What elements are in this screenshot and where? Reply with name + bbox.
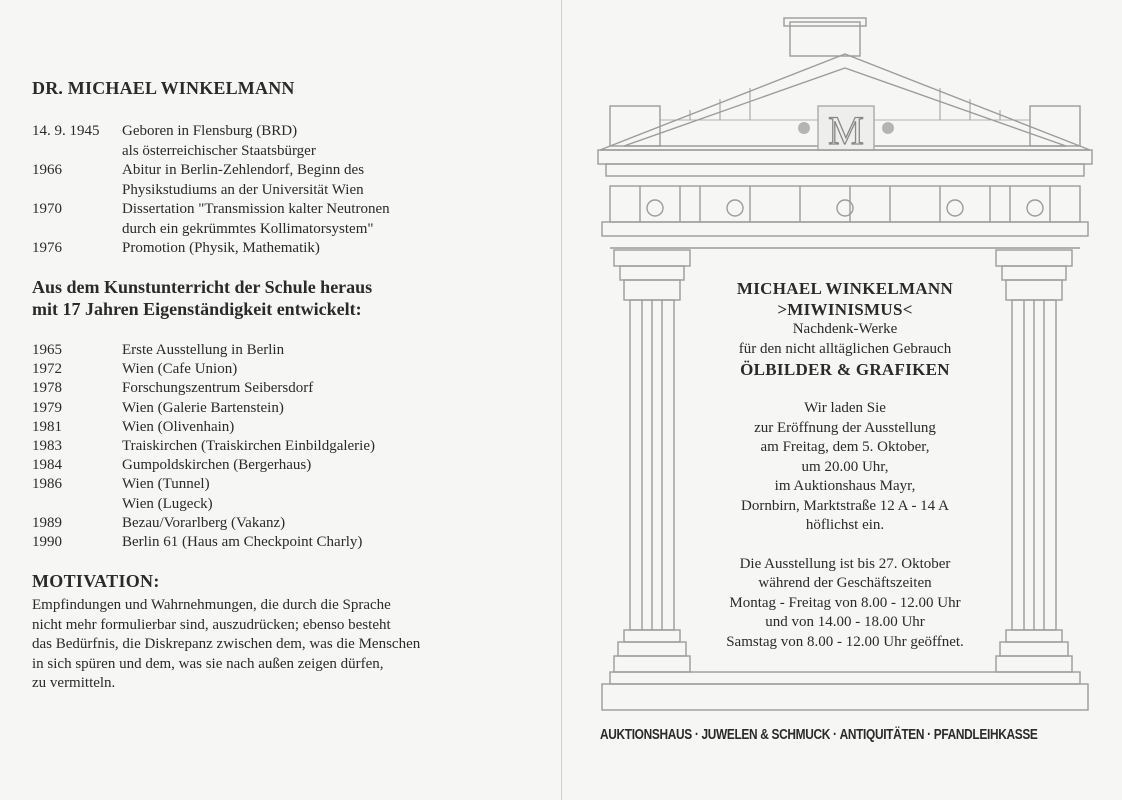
temple-attic <box>790 22 860 56</box>
column-left <box>614 250 690 672</box>
frieze-triglyphs <box>640 186 1050 222</box>
bio-row <box>32 239 390 259</box>
hours-line: Montag - Freitag von 8.00 - 12.00 Uhr <box>729 594 961 611</box>
exhibition-venue: Wien (Galerie Bartenstein) <box>122 399 284 416</box>
exhibition-venue: Forschungszentrum Seibersdorf <box>122 380 314 397</box>
exhibition-venue: Wien (Lugeck) <box>122 495 213 512</box>
exhibition-year: 1990 <box>32 534 62 551</box>
bio-text <box>122 122 390 161</box>
exhibition-year: 1984 <box>32 457 62 474</box>
exhibition-year <box>32 495 122 514</box>
hours-line: und von 14.00 - 18.00 Uhr <box>765 614 925 630</box>
motivation-line: nicht mehr formulierbar sind, auszudrücken; ebenso besteht <box>32 616 391 633</box>
exhibition-row <box>32 475 375 494</box>
invite-line: zur Eröffnung der Ausstellung <box>754 419 936 436</box>
bio-date: 1976 <box>32 240 62 256</box>
logo-dot-right <box>882 122 894 134</box>
exhibition-year: 1986 <box>32 476 62 493</box>
exhibition-venue: Wien (Tunnel) <box>122 476 210 493</box>
bio-line: Promotion (Physik, Mathematik) <box>122 240 320 256</box>
invite-movement: >MIWINISMUS< <box>777 300 913 319</box>
hours-line: Samstag von 8.00 - 12.00 Uhr geöffnet. <box>726 633 964 650</box>
invite-line: um 20.00 Uhr, <box>801 458 889 475</box>
bio-date: 1970 <box>32 201 62 217</box>
temple-architrave <box>602 222 1088 236</box>
exhibition-row <box>32 418 375 437</box>
bio-text <box>122 200 390 239</box>
exhibition-row <box>32 379 375 398</box>
exhibition-row <box>32 456 375 475</box>
motivation-line: das Bedürfnis, die Diskrepanz zwischen dem, was die Menschen <box>32 636 421 652</box>
bio-line: durch ein gekrümmtes Kollimatorsystem" <box>122 220 374 237</box>
exhibitions-list <box>32 341 375 552</box>
bio-line: als österreichischer Staatsbürger <box>122 142 316 159</box>
bio-line: Dissertation "Transmission kalter Neutronen <box>122 201 390 217</box>
invite-line: im Auktionshaus Mayr, <box>774 478 916 494</box>
footer-item: PFANDLEIHKASSE <box>933 727 1038 743</box>
temple-step-upper <box>610 672 1080 684</box>
invite-line: Dornbirn, Marktstraße 12 A - 14 A <box>741 497 949 514</box>
exhibition-row <box>32 514 375 533</box>
exhibition-venue: Traiskirchen (Traiskirchen Einbildgalerie) <box>122 438 376 455</box>
invite-artist-name: MICHAEL WINKELMANN <box>736 279 954 298</box>
bio-row <box>32 200 390 239</box>
exhibitions-heading <box>32 276 372 320</box>
motivation-line: Empfindungen und Wahrnehmungen, die durch die Sprache <box>32 597 391 613</box>
exhibition-year: 1965 <box>32 342 62 358</box>
invitation-block <box>690 278 1000 652</box>
biography-list <box>32 122 390 259</box>
temple-step-lower <box>602 684 1088 710</box>
exhibition-year: 1972 <box>32 361 62 378</box>
bio-date: 1966 <box>32 162 62 178</box>
temple-side-block-right <box>1030 106 1080 146</box>
exhibition-venue: Berlin 61 (Haus am Checkpoint Charly) <box>122 534 363 551</box>
invite-subtitle: Nachdenk-Werke <box>792 321 898 337</box>
bio-row <box>32 122 390 161</box>
footer-item: AUKTIONSHAUS <box>600 727 692 743</box>
bio-line: Abitur in Berlin-Zehlendorf, Beginn des <box>122 162 365 178</box>
motivation-text <box>32 596 522 694</box>
motivation-line: zu vermitteln. <box>32 675 116 691</box>
business-footer: AUKTIONSHAUS · JUWELEN & SCHMUCK · ANTIQUITÄTEN · PFANDLEIHKASSE <box>600 727 1038 743</box>
exhibition-venue: Erste Ausstellung in Berlin <box>122 342 285 358</box>
bio-text <box>122 161 390 200</box>
page-fold <box>561 0 562 800</box>
exhibition-year: 1989 <box>32 514 62 531</box>
column-right <box>996 250 1072 672</box>
exhibitions-heading-line: mit 17 Jahren Eigenständigkeit entwickelt: <box>32 299 362 319</box>
exhibition-row <box>32 399 375 418</box>
bio-line: Physikstudiums an der Universität Wien <box>122 181 364 198</box>
exhibition-venue: Wien (Cafe Union) <box>122 361 238 378</box>
footer-item: JUWELEN & SCHMUCK <box>701 727 830 743</box>
hours-line: während der Geschäftszeiten <box>758 575 932 591</box>
bio-text <box>122 239 390 259</box>
exhibition-year: 1983 <box>32 438 62 455</box>
motivation-heading: MOTIVATION: <box>32 571 160 591</box>
invite-subtitle: für den nicht alltäglichen Gebrauch <box>738 340 952 357</box>
exhibition-venue: Wien (Olivenhain) <box>122 418 235 435</box>
logo-dot-left <box>798 122 810 134</box>
motivation-line: in sich spüren und dem, was sie nach außen zeigen dürfen, <box>32 655 384 672</box>
invite-works: ÖLBILDER & GRAFIKEN <box>740 360 950 379</box>
invite-line: am Freitag, dem 5. Oktober, <box>760 439 930 455</box>
artist-name-heading: DR. MICHAEL WINKELMANN <box>32 78 295 98</box>
footer-item: ANTIQUITÄTEN <box>839 727 925 743</box>
invite-line: höflichst ein. <box>805 517 885 533</box>
exhibition-year: 1981 <box>32 418 62 435</box>
exhibition-year: 1979 <box>32 399 62 416</box>
hours-line: Die Ausstellung ist bis 27. Oktober <box>739 555 951 572</box>
exhibition-row <box>32 360 375 379</box>
exhibitions-heading-line: Aus dem Kunstunterricht der Schule heraus <box>32 277 373 297</box>
logo-letter: M <box>828 108 864 153</box>
invite-line: Wir laden Sie <box>804 400 886 416</box>
exhibition-row <box>32 341 375 360</box>
exhibition-row <box>32 533 375 552</box>
exhibition-venue: Bezau/Vorarlberg (Vakanz) <box>122 514 286 531</box>
bio-line: Geboren in Flensburg (BRD) <box>122 123 298 139</box>
bio-date: 14. 9. 1945 <box>32 123 100 139</box>
temple-side-block-left <box>610 106 660 146</box>
exhibition-venue: Gumpoldskirchen (Bergerhaus) <box>122 457 312 474</box>
bio-row <box>32 161 390 200</box>
exhibition-row <box>32 495 375 514</box>
exhibition-row <box>32 437 375 456</box>
exhibition-year: 1978 <box>32 380 62 397</box>
